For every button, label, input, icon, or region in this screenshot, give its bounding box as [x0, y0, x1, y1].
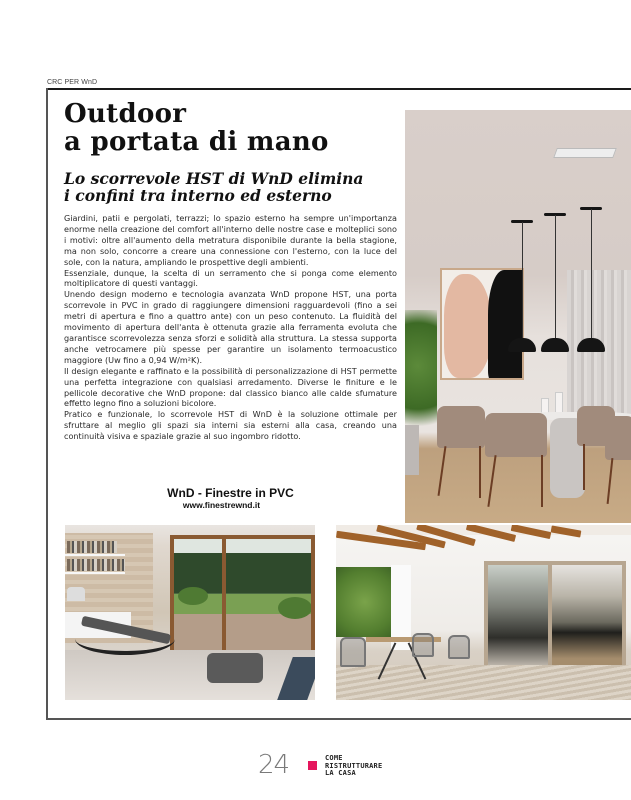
garden-bush — [278, 597, 312, 619]
article-title — [64, 100, 329, 156]
chair-leg — [438, 446, 447, 496]
image-living-room-sliding-door — [65, 525, 315, 700]
body-paragraph: Unendo design moderno e tecnologia avanzata WnD propone HST, una porta scorrevole in PVC in grado di raggiungere dimensioni ragguardevoli (fino a sei metri di apertura e fino a quattro ante) con un peso contenuto. La fluidità del movimento di apertura dell'anta è ottenuta grazie alla ferramenta evoluta che garantisce scorrevolezza senza sforzi e solidità alla struttura. La stessa supporta anche vetrocamere più spesse per garantire un isolamento termoacustico maggiore (Uw fino a 0,94 W/m²K). — [64, 289, 397, 365]
garden-bush — [178, 587, 208, 605]
ottoman — [207, 653, 263, 683]
frame-border-bottom — [46, 718, 631, 720]
image-terrace-sliding-door — [336, 525, 631, 700]
frame-border-left — [46, 88, 48, 720]
floor — [65, 650, 315, 700]
title-line-1: Outdoor — [64, 99, 187, 129]
accent-square-icon — [308, 761, 317, 770]
table-lamp — [67, 587, 85, 601]
magazine-name — [325, 755, 382, 778]
glass-pane — [552, 565, 626, 669]
wood-sliding-window — [170, 535, 315, 655]
artwork-black-shape — [488, 270, 524, 380]
dining-chair — [485, 413, 547, 457]
pendant-cord — [591, 209, 592, 340]
bookshelf-books — [67, 541, 117, 553]
chair-leg — [541, 455, 543, 507]
outdoor-chair — [340, 637, 366, 667]
pendant-cord — [555, 215, 556, 340]
ceiling-spotlight — [553, 148, 617, 158]
chair-leg — [607, 458, 614, 504]
dining-chair — [437, 406, 485, 448]
artwork-peach-shape — [444, 274, 492, 378]
dining-chair — [605, 416, 631, 460]
hero-image-dining-room — [405, 110, 631, 523]
article-subtitle — [64, 170, 394, 204]
pendant-lamp-icon — [577, 338, 605, 352]
body-paragraph: Essenziale, dunque, la scelta di un serramento che si ponga come elemento moltiplicatore di questi vantaggi. — [64, 267, 397, 289]
wall-shelf — [65, 554, 125, 556]
window-mullion — [222, 539, 226, 651]
glass-pane — [488, 565, 548, 669]
article-body — [64, 213, 397, 442]
company-website-link[interactable]: www.finestrewnd.it — [182, 500, 261, 510]
subtitle-line-2: i confini tra interno ed esterno — [64, 186, 332, 205]
chair-leg — [583, 444, 585, 490]
wall-shelf — [65, 572, 125, 574]
body-paragraph: Il design elegante e raffinato e la possibilità di personalizzazione di HST permette una perfetta integrazione con qualsiasi arredamento. Diverse le finiture e le pellicole decorative che WnD propone: dal classico bianco alle calde sfumature effetto legno fino a soluzioni bicolore. — [64, 365, 397, 409]
chair-leg — [479, 446, 481, 498]
pendant-cord — [522, 222, 523, 340]
magazine-name-line-1: COME — [325, 754, 343, 762]
frame-border-top — [46, 88, 631, 90]
chair-leg — [487, 455, 496, 507]
body-paragraph: Giardini, patii e pergolati, terrazzi; lo spazio esterno ha sempre un'importanza enorme nella creazione del comfort all'interno delle nostre case e molteplici sono i motivi: oltre all'aumento della metratura disponibile durante la bella stagione, ma non solo, concorre a creare una connessione con l'esterno, con la luce del sole, con la natura, ampliando le prospettive degli ambienti. — [64, 213, 397, 267]
subtitle-line-1: Lo scorrevole HST di WnD elimina — [64, 169, 364, 188]
body-paragraph: Pratico e funzionale, lo scorrevole HST di WnD è la soluzione ottimale per sfruttare al meglio gli spazi sia interni sia esterni alla casa, creando una continuità visiva e spaziale grazie al suo ingombro ridotto. — [64, 409, 397, 442]
magazine-name-line-3: LA CASA — [325, 769, 356, 777]
sliding-glass-door — [484, 561, 626, 673]
bookshelf-books — [67, 559, 125, 571]
rocking-lounge-chair — [75, 623, 175, 655]
planter — [405, 425, 419, 475]
pendant-lamp-icon — [508, 338, 536, 352]
article-signature — [64, 487, 397, 510]
section-kicker: CRC PER WnD — [47, 79, 98, 86]
outdoor-chair — [412, 633, 434, 657]
title-line-2: a portata di mano — [64, 127, 329, 157]
magazine-name-line-2: RISTRUTTURARE — [325, 761, 383, 770]
pendant-lamp-icon — [541, 338, 569, 352]
window-patio — [174, 614, 311, 654]
company-name: WnD - Finestre in PVC — [167, 486, 294, 500]
page-number: 24 — [258, 750, 290, 780]
wall-artwork — [440, 268, 524, 380]
outdoor-chair — [448, 635, 470, 659]
